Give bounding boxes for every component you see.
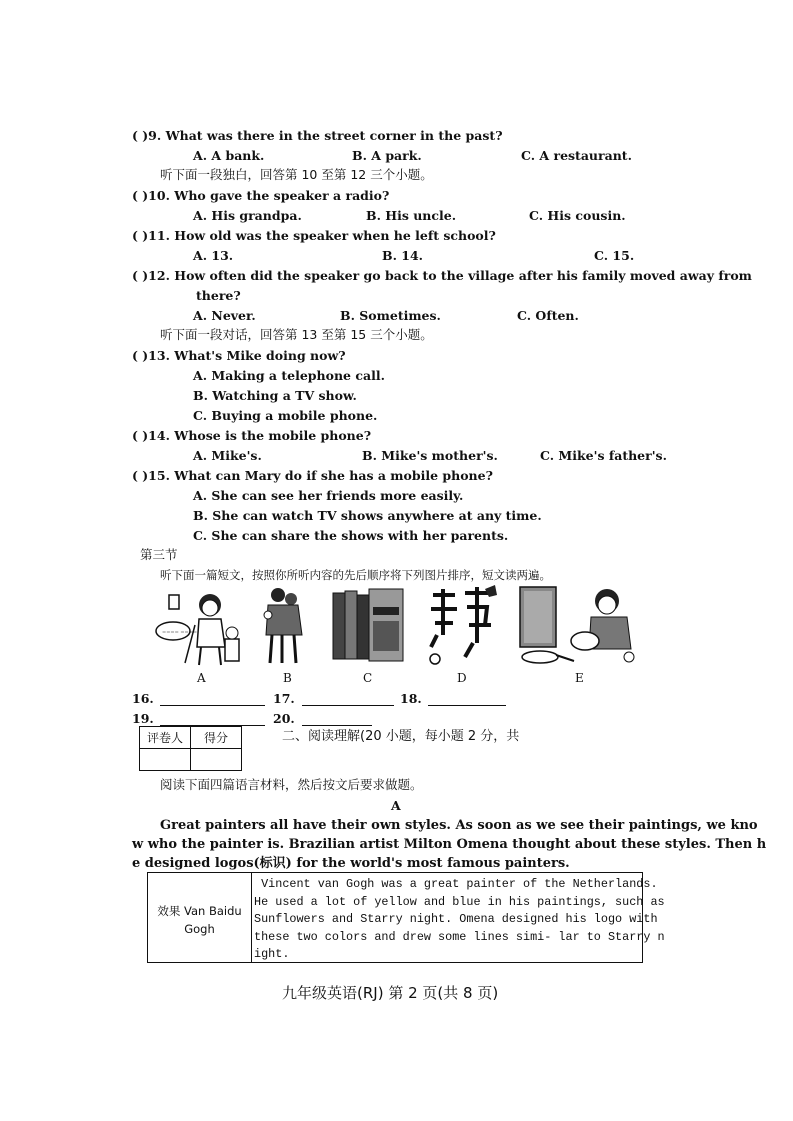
monologue-instruction: 听下面一段独白，回答第 10 至第 12 三个小题。 <box>160 167 433 182</box>
question-15: ( )15. What can Mary do if she has a mobile phone? <box>132 468 493 483</box>
q10-option-a: A. His grandpa. <box>193 208 302 223</box>
q13-option-a: A. Making a telephone call. <box>193 368 385 383</box>
q15-option-c: C. She can share the shows with her parents. <box>193 528 509 543</box>
answer-blank-18[interactable] <box>428 691 506 706</box>
part-2-instruction: 阅读下面四篇语言材料，然后按文后要求做题。 <box>160 777 423 792</box>
q12-option-b: B. Sometimes. <box>340 308 441 323</box>
q10-option-c: C. His cousin. <box>529 208 626 223</box>
box-line-5: ight. <box>254 947 290 961</box>
box-line-1: Vincent van Gogh was a great painter of the Netherlands. <box>254 877 658 891</box>
grader-label: 评卷人 <box>140 727 191 749</box>
q11-option-a: A. 13. <box>193 248 234 263</box>
picture-a-boy-cleaning-illustration <box>155 585 245 667</box>
grader-cell[interactable] <box>140 749 191 771</box>
q10-option-b: B. His uncle. <box>366 208 457 223</box>
question-12-continued: there? <box>196 288 241 303</box>
picture-e-girl-with-cat-illustration <box>567 585 639 667</box>
section-3-instruction: 听下面一篇短文，按照你所听内容的先后顺序将下列图片排序，短文读两遍。 <box>160 568 551 582</box>
score-label: 得分 <box>191 727 242 749</box>
picture-label-e: E <box>575 671 584 685</box>
passage-box-text <box>254 876 665 964</box>
q12-option-c: C. Often. <box>517 308 579 323</box>
q9-option-c: C. A restaurant. <box>521 148 632 163</box>
box-line-3: Sunflowers and Starry night. Omena designed his logo with <box>254 912 658 926</box>
q13-option-c: C. Buying a mobile phone. <box>193 408 378 423</box>
part-2-heading: 二、阅读理解(20 小题，每小题 2 分，共 <box>282 729 520 744</box>
blank-18-number: 18. <box>400 691 422 706</box>
score-table <box>139 726 242 771</box>
blank-20-number: 20. <box>273 711 295 726</box>
box-line-2: He used a lot of yellow and blue in his paintings, such as <box>254 894 665 909</box>
picture-d-calligraphy-illustration <box>425 585 500 667</box>
page-footer: 九年级英语(RJ) 第 2 页(共 8 页) <box>282 984 499 1002</box>
q14-option-a: A. Mike's. <box>193 448 262 463</box>
answer-blank-16[interactable] <box>160 691 265 706</box>
svg-text:==== ====: ==== ==== <box>162 630 198 636</box>
question-14: ( )14. Whose is the mobile phone? <box>132 428 372 443</box>
question-13: ( )13. What's Mike doing now? <box>132 348 346 363</box>
section-3-title: 第三节 <box>140 547 178 562</box>
passage-line-1: Great painters all have their own styles. As soon as we see their paintings, we kno <box>160 818 758 833</box>
answer-blank-19[interactable] <box>160 711 265 726</box>
passage-line-3: e designed logos(标识) for the world's most famous painters. <box>132 856 570 871</box>
question-12: ( )12. How often did the speaker go back to the village after his family moved away from <box>132 268 752 283</box>
q12-option-a: A. Never. <box>193 308 256 323</box>
q15-option-a: A. She can see her friends more easily. <box>193 488 464 503</box>
score-cell[interactable] <box>191 749 242 771</box>
question-9: ( )9. What was there in the street corner in the past? <box>132 128 503 143</box>
blank-19-number: 19. <box>132 711 154 726</box>
picture-b-family-group-illustration <box>258 585 310 667</box>
q11-option-b: B. 14. <box>382 248 424 263</box>
q15-option-b: B. She can watch TV shows anywhere at any time. <box>193 508 542 523</box>
q14-option-c: C. Mike's father's. <box>540 448 667 463</box>
q9-option-a: A. A bank. <box>193 148 265 163</box>
picture-label-c: C <box>363 671 373 685</box>
picture-c-books-illustration <box>331 585 406 667</box>
q9-option-b: B. A park. <box>352 148 422 163</box>
passage-line-2: w who the painter is. Brazilian artist Milton Omena thought about these styles. Then h <box>132 837 767 852</box>
passage-box-label-text: 效果 Van Baidu Gogh <box>157 904 242 936</box>
q14-option-b: B. Mike's mother's. <box>362 448 498 463</box>
passage-box <box>147 872 665 963</box>
answer-blank-20[interactable] <box>302 711 372 726</box>
dialogue-instruction: 听下面一段对话，回答第 13 至第 15 三个小题。 <box>160 327 433 342</box>
q13-option-b: B. Watching a TV show. <box>193 388 357 403</box>
question-10: ( )10. Who gave the speaker a radio? <box>132 188 390 203</box>
picture-label-a: A <box>197 671 206 685</box>
passage-box-label <box>148 873 252 962</box>
picture-label-d: D <box>457 671 467 685</box>
question-11: ( )11. How old was the speaker when he left school? <box>132 228 496 243</box>
picture-label-b: B <box>283 671 292 685</box>
blank-16-number: 16. <box>132 691 154 706</box>
answer-blank-17[interactable] <box>302 691 394 706</box>
blank-17-number: 17. <box>273 691 295 706</box>
box-line-4: these two colors and drew some lines simi- lar to Starry n <box>254 929 665 944</box>
passage-letter: A <box>391 798 401 813</box>
q11-option-c: C. 15. <box>594 248 635 263</box>
